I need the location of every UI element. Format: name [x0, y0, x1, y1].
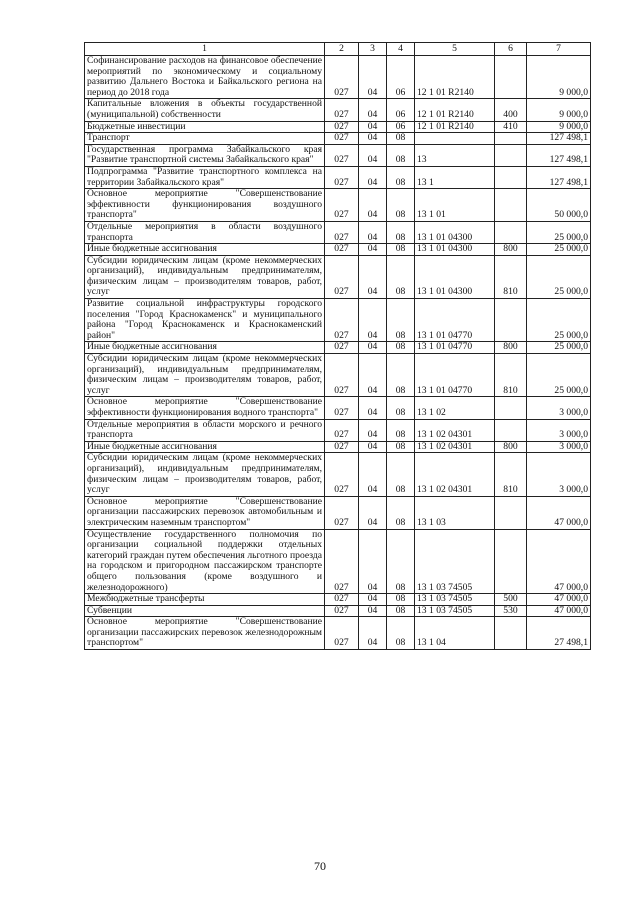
row-amount-cell: 9 000,0: [527, 121, 591, 133]
row-target-article-cell: 13 1 01 04300: [415, 221, 495, 243]
row-target-article-cell: 13 1 03: [415, 496, 495, 529]
row-name-cell: Субсидии юридическим лицам (кроме некоммерческих организаций), индивидуальным предпринимателям, физическим лицам – производителям товаров, работ, услуг: [85, 354, 325, 397]
table-row: [85, 605, 591, 617]
row-target-article-cell: [415, 133, 495, 145]
row-section-cell: 04: [359, 144, 387, 166]
row-subsection-cell: 06: [387, 56, 415, 99]
row-expense-type-cell: 800: [495, 441, 527, 453]
row-section-cell: 04: [359, 121, 387, 133]
row-code-cell: 027: [325, 529, 359, 594]
table-header: [85, 43, 591, 56]
row-code-cell: 027: [325, 419, 359, 441]
row-code-cell: 027: [325, 342, 359, 354]
row-expense-type-cell: [495, 617, 527, 650]
row-code-cell: 027: [325, 496, 359, 529]
row-target-article-cell: 13 1 03 74505: [415, 529, 495, 594]
row-section-cell: 04: [359, 354, 387, 397]
row-amount-cell: 27 498,1: [527, 617, 591, 650]
row-code-cell: 027: [325, 244, 359, 256]
row-name-cell: Осуществление государственного полномочия по организации социальной поддержки отдельных категорий граждан путем обеспечения льготного проезда на городском и пригородном пассажирском транспорте общего пользования (кроме воздушного и железнодорожного): [85, 529, 325, 594]
row-section-cell: 04: [359, 397, 387, 419]
header-row: [85, 43, 591, 56]
row-target-article-cell: 13 1 01 04300: [415, 255, 495, 298]
row-amount-cell: 3 000,0: [527, 419, 591, 441]
row-amount-cell: 127 498,1: [527, 133, 591, 145]
row-expense-type-cell: [495, 166, 527, 188]
row-name-cell: Основное мероприятие "Совершенствование эффективности функционирования воздушного транспорта": [85, 189, 325, 222]
row-amount-cell: 47 000,0: [527, 594, 591, 606]
row-subsection-cell: 08: [387, 496, 415, 529]
row-code-cell: 027: [325, 255, 359, 298]
row-target-article-cell: 13 1: [415, 166, 495, 188]
row-section-cell: 04: [359, 299, 387, 342]
row-section-cell: 04: [359, 133, 387, 145]
row-target-article-cell: 13 1 03 74505: [415, 605, 495, 617]
table-row: [85, 244, 591, 256]
row-subsection-cell: 08: [387, 594, 415, 606]
row-code-cell: 027: [325, 99, 359, 121]
row-section-cell: 04: [359, 605, 387, 617]
row-target-article-cell: 13 1 02 04301: [415, 441, 495, 453]
row-name-cell: Капитальные вложения в объекты государственной (муниципальной) собственности: [85, 99, 325, 121]
row-subsection-cell: 08: [387, 144, 415, 166]
row-expense-type-cell: 400: [495, 99, 527, 121]
row-code-cell: 027: [325, 397, 359, 419]
row-subsection-cell: 08: [387, 221, 415, 243]
row-subsection-cell: 08: [387, 397, 415, 419]
row-name-cell: Развитие социальной инфраструктуры городского поселения "Город Краснокаменск" и муниципального района "Город Краснокаменск и Краснокаменский район": [85, 299, 325, 342]
row-section-cell: 04: [359, 441, 387, 453]
row-amount-cell: 25 000,0: [527, 244, 591, 256]
table-row: [85, 354, 591, 397]
table-row: [85, 121, 591, 133]
row-section-cell: 04: [359, 496, 387, 529]
row-name-cell: Отдельные мероприятия в области воздушного транспорта: [85, 221, 325, 243]
row-code-cell: 027: [325, 441, 359, 453]
row-expense-type-cell: [495, 133, 527, 145]
row-expense-type-cell: 810: [495, 255, 527, 298]
table-row: [85, 133, 591, 145]
row-section-cell: 04: [359, 189, 387, 222]
row-code-cell: 027: [325, 144, 359, 166]
row-subsection-cell: 08: [387, 354, 415, 397]
row-expense-type-cell: 530: [495, 605, 527, 617]
row-subsection-cell: 08: [387, 166, 415, 188]
row-name-cell: Отдельные мероприятия в области морского и речного транспорта: [85, 419, 325, 441]
row-section-cell: 04: [359, 342, 387, 354]
row-code-cell: 027: [325, 299, 359, 342]
row-amount-cell: 9 000,0: [527, 99, 591, 121]
row-amount-cell: 9 000,0: [527, 56, 591, 99]
header-cell-4: 4: [387, 43, 415, 56]
row-subsection-cell: 08: [387, 299, 415, 342]
row-target-article-cell: 13 1 01 04770: [415, 342, 495, 354]
row-name-cell: Бюджетные инвестиции: [85, 121, 325, 133]
row-code-cell: 027: [325, 121, 359, 133]
row-expense-type-cell: 800: [495, 342, 527, 354]
row-target-article-cell: 13 1 03 74505: [415, 594, 495, 606]
row-expense-type-cell: [495, 496, 527, 529]
header-cell-2: 2: [325, 43, 359, 56]
row-subsection-cell: 08: [387, 255, 415, 298]
row-target-article-cell: 13 1 02: [415, 397, 495, 419]
table-row: [85, 56, 591, 99]
row-name-cell: Иные бюджетные ассигнования: [85, 244, 325, 256]
row-amount-cell: 25 000,0: [527, 299, 591, 342]
table-row: [85, 441, 591, 453]
row-expense-type-cell: [495, 419, 527, 441]
row-target-article-cell: 12 1 01 R2140: [415, 99, 495, 121]
row-expense-type-cell: 810: [495, 453, 527, 496]
header-cell-5: 5: [415, 43, 495, 56]
page-number: 70: [314, 859, 326, 873]
row-target-article-cell: 12 1 01 R2140: [415, 121, 495, 133]
row-section-cell: 04: [359, 99, 387, 121]
row-code-cell: 027: [325, 133, 359, 145]
row-amount-cell: 3 000,0: [527, 453, 591, 496]
row-expense-type-cell: [495, 299, 527, 342]
row-code-cell: 027: [325, 221, 359, 243]
row-name-cell: Софинансирование расходов на финансовое обеспечение мероприятий по экономическому и социальному развитию Дальнего Востока и Байкальского региона на период до 2018 года: [85, 56, 325, 99]
row-code-cell: 027: [325, 453, 359, 496]
header-cell-6: 6: [495, 43, 527, 56]
table-row: [85, 594, 591, 606]
row-amount-cell: 50 000,0: [527, 189, 591, 222]
row-amount-cell: 47 000,0: [527, 496, 591, 529]
row-amount-cell: 25 000,0: [527, 255, 591, 298]
row-target-article-cell: 13 1 02 04301: [415, 419, 495, 441]
row-subsection-cell: 08: [387, 453, 415, 496]
row-amount-cell: 25 000,0: [527, 354, 591, 397]
row-name-cell: Транспорт: [85, 133, 325, 145]
row-section-cell: 04: [359, 594, 387, 606]
row-amount-cell: 3 000,0: [527, 441, 591, 453]
table-row: [85, 617, 591, 650]
table-row: [85, 397, 591, 419]
row-amount-cell: 47 000,0: [527, 529, 591, 594]
table-row: [85, 299, 591, 342]
row-target-article-cell: 13: [415, 144, 495, 166]
row-target-article-cell: 13 1 02 04301: [415, 453, 495, 496]
row-code-cell: 027: [325, 189, 359, 222]
row-expense-type-cell: [495, 144, 527, 166]
row-name-cell: Основное мероприятие "Совершенствование организации пассажирских перевозок автомобильным и электрическим наземным транспортом": [85, 496, 325, 529]
row-code-cell: 027: [325, 605, 359, 617]
header-cell-3: 3: [359, 43, 387, 56]
row-subsection-cell: 06: [387, 99, 415, 121]
row-amount-cell: 25 000,0: [527, 221, 591, 243]
table-row: [85, 342, 591, 354]
row-target-article-cell: 13 1 01: [415, 189, 495, 222]
table-row: [85, 255, 591, 298]
row-subsection-cell: 08: [387, 133, 415, 145]
row-target-article-cell: 12 1 01 R2140: [415, 56, 495, 99]
row-section-cell: 04: [359, 244, 387, 256]
table-row: [85, 189, 591, 222]
row-name-cell: Субвенции: [85, 605, 325, 617]
budget-table: [84, 42, 591, 650]
row-name-cell: Иные бюджетные ассигнования: [85, 342, 325, 354]
row-subsection-cell: 08: [387, 441, 415, 453]
row-expense-type-cell: [495, 397, 527, 419]
row-name-cell: Иные бюджетные ассигнования: [85, 441, 325, 453]
row-code-cell: 027: [325, 617, 359, 650]
row-name-cell: Субсидии юридическим лицам (кроме некоммерческих организаций), индивидуальным предпринимателям, физическим лицам – производителям товаров, работ, услуг: [85, 255, 325, 298]
row-expense-type-cell: 800: [495, 244, 527, 256]
row-expense-type-cell: [495, 529, 527, 594]
row-code-cell: 027: [325, 594, 359, 606]
header-cell-7: 7: [527, 43, 591, 56]
table-row: [85, 453, 591, 496]
row-target-article-cell: 13 1 01 04300: [415, 244, 495, 256]
row-expense-type-cell: [495, 56, 527, 99]
row-expense-type-cell: 810: [495, 354, 527, 397]
row-name-cell: Субсидии юридическим лицам (кроме некоммерческих организаций), индивидуальным предпринимателям, физическим лицам – производителям товаров, работ, услуг: [85, 453, 325, 496]
row-name-cell: Подпрограмма "Развитие транспортного комплекса на территории Забайкальского края": [85, 166, 325, 188]
row-code-cell: 027: [325, 354, 359, 397]
table-row: [85, 99, 591, 121]
row-name-cell: Государственная программа Забайкальского края "Развитие транспортной системы Забайкальского края": [85, 144, 325, 166]
row-expense-type-cell: 500: [495, 594, 527, 606]
row-target-article-cell: 13 1 04: [415, 617, 495, 650]
row-section-cell: 04: [359, 221, 387, 243]
table-row: [85, 529, 591, 594]
row-name-cell: Межбюджетные трансферты: [85, 594, 325, 606]
row-amount-cell: 127 498,1: [527, 144, 591, 166]
row-subsection-cell: 08: [387, 605, 415, 617]
row-section-cell: 04: [359, 419, 387, 441]
table-row: [85, 166, 591, 188]
row-subsection-cell: 08: [387, 529, 415, 594]
row-amount-cell: 3 000,0: [527, 397, 591, 419]
row-expense-type-cell: [495, 221, 527, 243]
row-expense-type-cell: 410: [495, 121, 527, 133]
row-expense-type-cell: [495, 189, 527, 222]
row-name-cell: Основное мероприятие "Совершенствование эффективности функционирования водного транспорта": [85, 397, 325, 419]
table-body: [85, 56, 591, 650]
table-row: [85, 221, 591, 243]
row-subsection-cell: 08: [387, 342, 415, 354]
row-section-cell: 04: [359, 617, 387, 650]
row-subsection-cell: 08: [387, 244, 415, 256]
row-code-cell: 027: [325, 56, 359, 99]
table-row: [85, 144, 591, 166]
row-section-cell: 04: [359, 56, 387, 99]
row-code-cell: 027: [325, 166, 359, 188]
row-target-article-cell: 13 1 01 04770: [415, 354, 495, 397]
table-row: [85, 419, 591, 441]
row-subsection-cell: 08: [387, 617, 415, 650]
row-amount-cell: 25 000,0: [527, 342, 591, 354]
header-cell-1: 1: [85, 43, 325, 56]
row-subsection-cell: 06: [387, 121, 415, 133]
row-amount-cell: 47 000,0: [527, 605, 591, 617]
row-section-cell: 04: [359, 166, 387, 188]
row-target-article-cell: 13 1 01 04770: [415, 299, 495, 342]
row-section-cell: 04: [359, 255, 387, 298]
table-row: [85, 496, 591, 529]
row-amount-cell: 127 498,1: [527, 166, 591, 188]
row-subsection-cell: 08: [387, 419, 415, 441]
row-section-cell: 04: [359, 453, 387, 496]
row-name-cell: Основное мероприятие "Совершенствование организации пассажирских перевозок железнодорожным транспортом": [85, 617, 325, 650]
row-subsection-cell: 08: [387, 189, 415, 222]
row-section-cell: 04: [359, 529, 387, 594]
